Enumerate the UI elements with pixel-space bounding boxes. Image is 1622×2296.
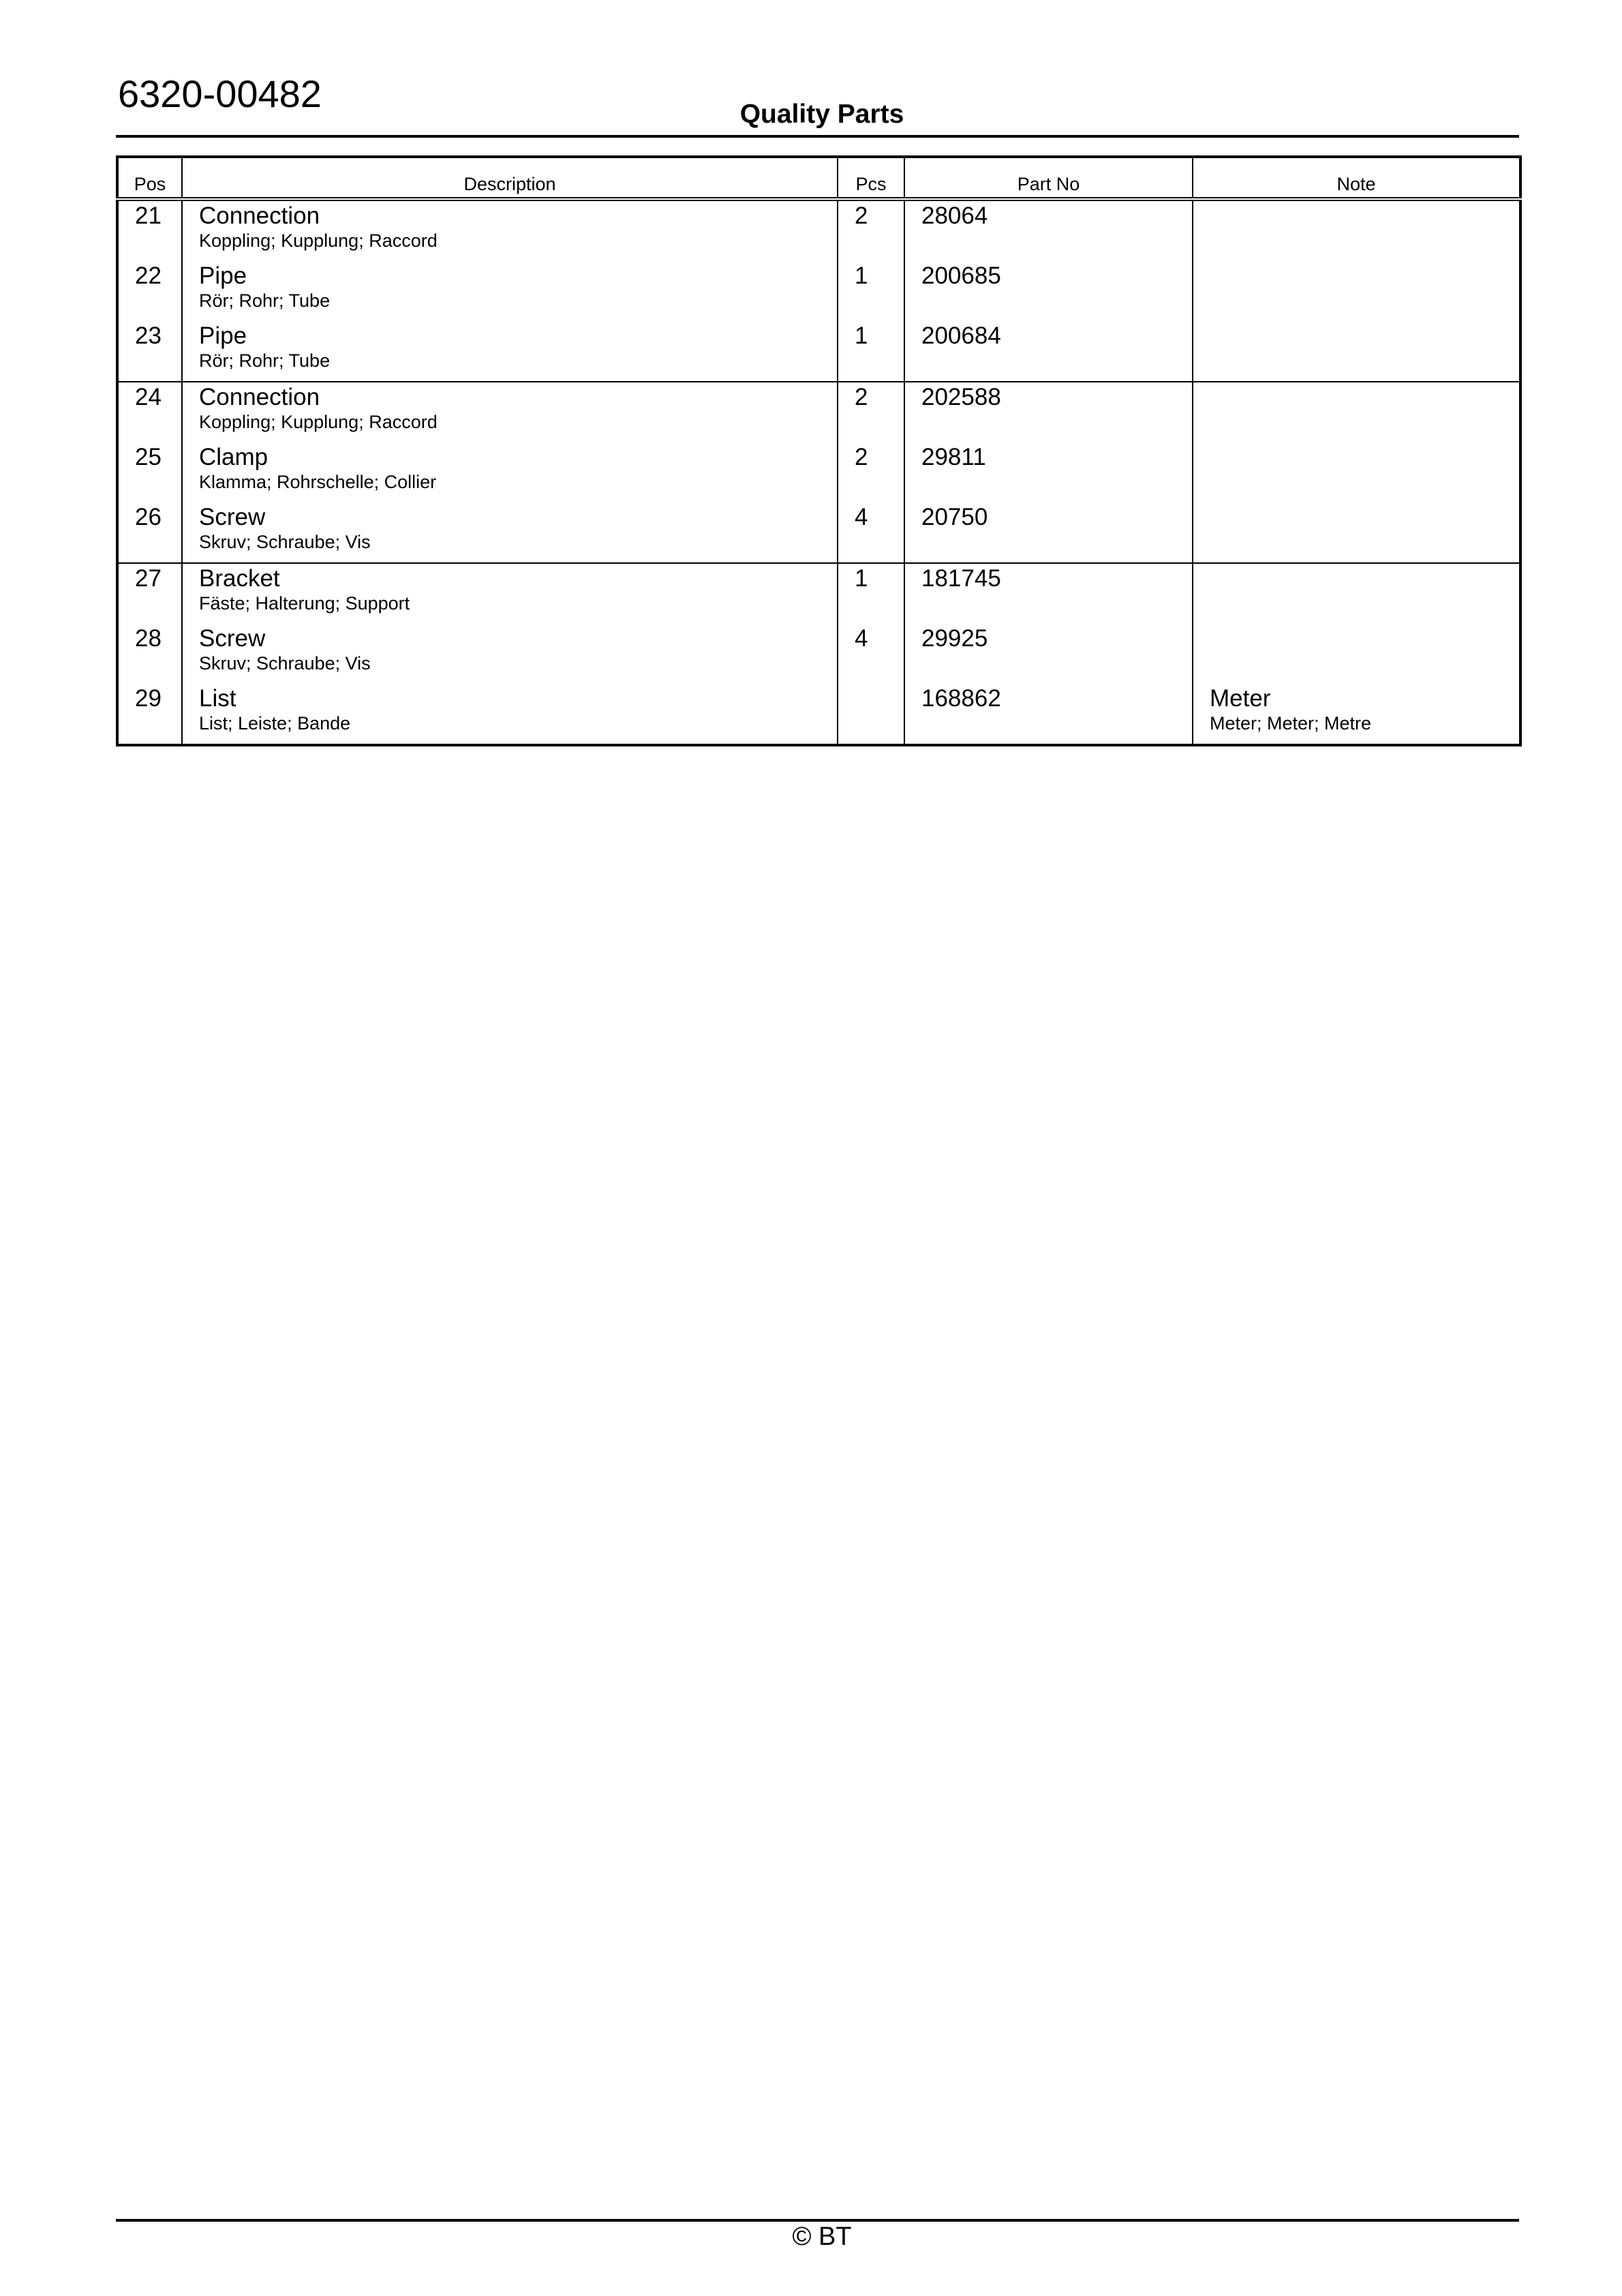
footer-copyright: © BT	[792, 2222, 852, 2251]
cell-part-no	[904, 261, 1193, 321]
cell-description	[182, 261, 838, 321]
cell-note	[1193, 321, 1520, 382]
cell-pos	[117, 199, 182, 261]
cell-note	[1193, 624, 1520, 684]
cell-description	[182, 684, 838, 745]
note-text	[1210, 321, 1519, 324]
note-text: Meter	[1210, 685, 1271, 712]
description-text: Connection	[199, 202, 320, 229]
cell-pcs	[838, 624, 904, 684]
table-row	[117, 502, 1520, 563]
description-text: Screw	[199, 625, 266, 652]
cell-part-no	[904, 624, 1193, 684]
description-text: Pipe	[199, 262, 247, 289]
cell-part-no	[904, 199, 1193, 261]
pcs-value: 4	[855, 625, 868, 652]
cell-pcs	[838, 261, 904, 321]
cell-pos	[117, 563, 182, 624]
pcs-value: 4	[855, 504, 868, 530]
pos-value: 28	[135, 625, 162, 652]
description-translations: List; Leiste; Bande	[199, 713, 351, 734]
description-text: Pipe	[199, 322, 247, 349]
cell-part-no	[904, 382, 1193, 442]
column-header-part-no: Part No	[904, 157, 1193, 199]
cell-pcs	[838, 199, 904, 261]
document-number: 6320-00482	[118, 72, 322, 115]
pcs-value: 1	[855, 565, 868, 592]
cell-note	[1193, 563, 1520, 624]
cell-pcs	[838, 684, 904, 745]
cell-note	[1193, 382, 1520, 442]
cell-part-no	[904, 321, 1193, 382]
cell-part-no	[904, 563, 1193, 624]
table-row	[117, 382, 1520, 442]
cell-pos	[117, 684, 182, 745]
cell-pos	[117, 624, 182, 684]
pcs-value: 1	[855, 262, 868, 289]
pos-value: 21	[135, 202, 162, 229]
pos-value: 23	[135, 322, 162, 349]
cell-description	[182, 563, 838, 624]
cell-pcs	[838, 442, 904, 502]
note-text	[1210, 382, 1519, 385]
table-header-row	[117, 157, 1520, 199]
header-divider	[116, 135, 1519, 138]
pos-value: 22	[135, 262, 162, 289]
part-number: 200685	[921, 262, 1001, 289]
description-text: Bracket	[199, 565, 280, 592]
description-translations: Koppling; Kupplung; Raccord	[199, 412, 438, 432]
note-text	[1210, 502, 1519, 505]
part-number: 168862	[921, 685, 1001, 712]
cell-part-no	[904, 442, 1193, 502]
part-number: 28064	[921, 202, 988, 229]
cell-description	[182, 199, 838, 261]
column-header-pos: Pos	[117, 157, 182, 199]
part-number: 181745	[921, 565, 1001, 592]
description-text: Clamp	[199, 444, 269, 470]
column-header-note: Note	[1193, 157, 1520, 199]
cell-description	[182, 442, 838, 502]
cell-pos	[117, 261, 182, 321]
cell-part-no	[904, 502, 1193, 563]
note-text	[1210, 624, 1519, 626]
pcs-value: 2	[855, 384, 868, 410]
note-text	[1210, 442, 1519, 445]
cell-pcs	[838, 502, 904, 563]
footer-divider	[116, 2219, 1519, 2222]
part-number: 202588	[921, 384, 1001, 410]
table-row	[117, 563, 1520, 624]
pcs-value: 1	[855, 322, 868, 349]
pcs-value: 2	[855, 444, 868, 470]
description-translations: Koppling; Kupplung; Raccord	[199, 230, 438, 251]
pos-value: 27	[135, 565, 162, 592]
table-row	[117, 624, 1520, 684]
pos-value: 25	[135, 444, 162, 470]
cell-description	[182, 502, 838, 563]
pcs-value	[855, 684, 904, 686]
table-row	[117, 684, 1520, 745]
cell-description	[182, 624, 838, 684]
description-translations: Klamma; Rohrschelle; Collier	[199, 472, 437, 492]
cell-description	[182, 382, 838, 442]
document-title: Quality Parts	[739, 100, 904, 129]
table-row	[117, 199, 1520, 261]
part-number: 200684	[921, 322, 1001, 349]
column-header-pcs: Pcs	[838, 157, 904, 199]
column-header-description: Description	[182, 157, 838, 199]
cell-pos	[117, 321, 182, 382]
cell-pos	[117, 502, 182, 563]
description-translations: Skruv; Schraube; Vis	[199, 532, 371, 552]
part-number: 29925	[921, 625, 988, 652]
description-text: Screw	[199, 504, 266, 530]
cell-pcs	[838, 563, 904, 624]
part-number: 20750	[921, 504, 988, 530]
cell-pos	[117, 382, 182, 442]
pos-value: 26	[135, 504, 162, 530]
note-text	[1210, 564, 1519, 567]
cell-pos	[117, 442, 182, 502]
cell-pcs	[838, 382, 904, 442]
cell-note	[1193, 442, 1520, 502]
description-text: List	[199, 685, 236, 712]
table-row	[117, 442, 1520, 502]
note-text	[1210, 261, 1519, 264]
table-row	[117, 261, 1520, 321]
cell-note	[1193, 199, 1520, 261]
description-text: Connection	[199, 384, 320, 410]
description-translations: Rör; Rohr; Tube	[199, 350, 331, 371]
cell-pcs	[838, 321, 904, 382]
note-text	[1210, 201, 1519, 204]
description-translations: Fäste; Halterung; Support	[199, 593, 410, 614]
cell-note	[1193, 684, 1520, 745]
description-translations: Rör; Rohr; Tube	[199, 290, 331, 311]
pos-value: 24	[135, 384, 162, 410]
pos-value: 29	[135, 685, 162, 712]
description-translations: Skruv; Schraube; Vis	[199, 653, 371, 674]
pcs-value: 2	[855, 202, 868, 229]
table-row	[117, 321, 1520, 382]
parts-table	[116, 155, 1522, 746]
cell-note	[1193, 502, 1520, 563]
note-translations: Meter; Meter; Metre	[1210, 713, 1372, 734]
part-number: 29811	[921, 444, 986, 470]
cell-description	[182, 321, 838, 382]
cell-note	[1193, 261, 1520, 321]
cell-part-no	[904, 684, 1193, 745]
